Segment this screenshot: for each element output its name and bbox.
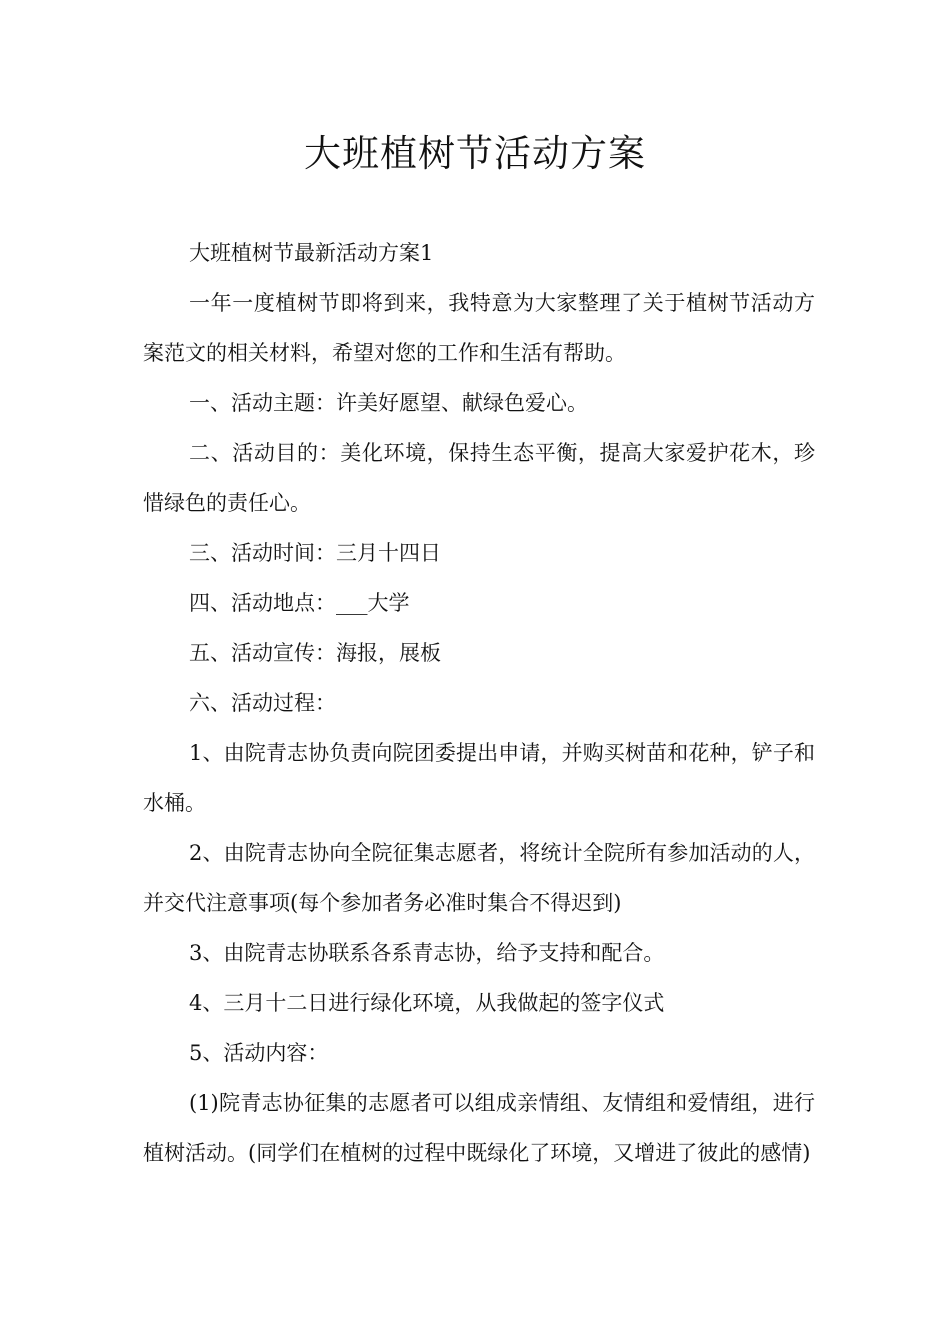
activity-purpose: 二、活动目的：美化环境，保持生态平衡，提高大家爱护花木，珍惜绿色的责任心。 bbox=[143, 441, 815, 515]
document-body bbox=[143, 228, 815, 1178]
process-step-1: 1、由院青志协负责向院团委提出申请，并购买树苗和花种，铲子和水桶。 bbox=[143, 741, 815, 815]
activity-location: 四、活动地点：___大学 bbox=[189, 591, 410, 615]
process-step-4: 4、三月十二日进行绿化环境，从我做起的签字仪式 bbox=[189, 991, 665, 1015]
activity-theme: 一、活动主题：许美好愿望、献绿色爱心。 bbox=[189, 391, 588, 415]
process-step-2: 2、由院青志协向全院征集志愿者，将统计全院所有参加活动的人，并交代注意事项(每个参加者务必准时集合不得迟到) bbox=[143, 841, 815, 915]
activity-content-item-1: (1)院青志协征集的志愿者可以组成亲情组、友情组和爱情组，进行植树活动。(同学们在植树的过程中既绿化了环境，又增进了彼此的感情) bbox=[143, 1091, 815, 1165]
process-step-3: 3、由院青志协联系各系青志协，给予支持和配合。 bbox=[189, 941, 665, 965]
activity-promotion: 五、活动宣传：海报，展板 bbox=[189, 641, 441, 665]
plan-heading: 大班植树节最新活动方案1 bbox=[189, 241, 434, 265]
process-step-5: 5、活动内容： bbox=[189, 1041, 329, 1065]
intro-paragraph: 一年一度植树节即将到来，我特意为大家整理了关于植树节活动方案范文的相关材料，希望对您的工作和生活有帮助。 bbox=[143, 291, 815, 365]
activity-process-heading: 六、活动过程： bbox=[189, 691, 336, 715]
activity-time: 三、活动时间：三月十四日 bbox=[189, 541, 441, 565]
document-title: 大班植树节活动方案 bbox=[304, 132, 646, 175]
